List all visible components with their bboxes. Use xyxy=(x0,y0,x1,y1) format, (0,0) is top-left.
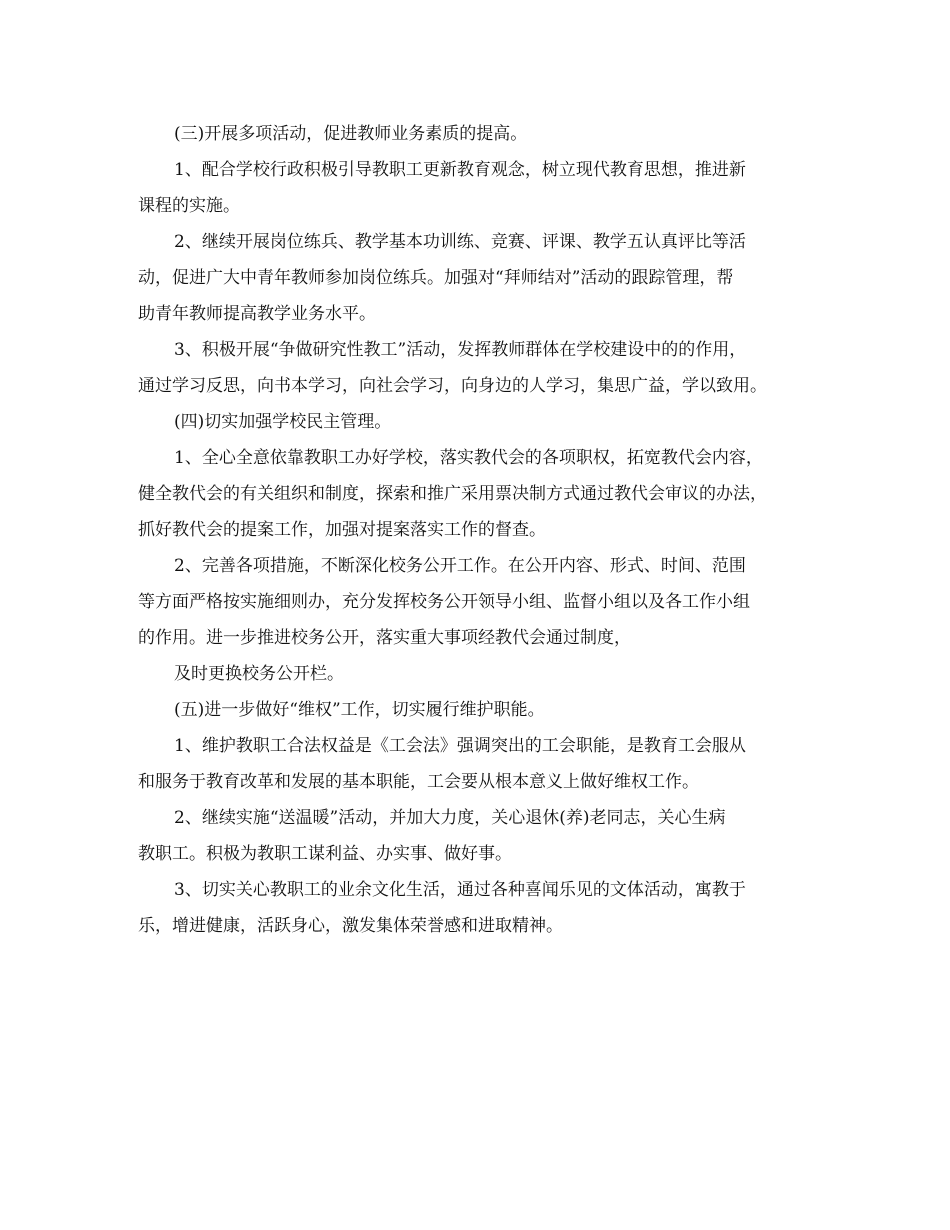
paragraph-line: 3、切实关心教职工的业余文化生活，通过各种喜闻乐见的文体活动，寓教于 xyxy=(174,880,746,900)
section-heading-4: (四)切实加强学校民主管理。 xyxy=(174,412,392,432)
paragraph-line: 健全教代会的有关组织和制度，探索和推广采用票决制方式通过教代会审议的办法， xyxy=(138,484,767,504)
paragraph-line: 2、继续开展岗位练兵、教学基本功训练、竞赛、评课、教学五认真评比等活 xyxy=(174,232,746,252)
paragraph-line: 3、积极开展“争做研究性教工”活动，发挥教师群体在学校建设中的的作用， xyxy=(174,340,747,360)
paragraph-line: 1、维护教职工合法权益是《工会法》强调突出的工会职能，是教育工会服从 xyxy=(174,736,746,756)
paragraph-line: 1、配合学校行政积极引导教职工更新教育观念，树立现代教育思想，推进新 xyxy=(174,160,746,180)
paragraph-line: 教职工。积极为教职工谋利益、办实事、做好事。 xyxy=(138,844,512,864)
paragraph-line: 等方面严格按实施细则办，充分发挥校务公开领导小组、监督小组以及各工作小组 xyxy=(138,592,750,612)
paragraph-line: 2、继续实施“送温暖”活动，并加大力度，关心退休(养)老同志，关心生病 xyxy=(174,808,726,828)
section-heading-5: (五)进一步做好“维权”工作，切实履行维护职能。 xyxy=(174,700,545,720)
paragraph-line: 和服务于教育改革和发展的基本职能，工会要从根本意义上做好维权工作。 xyxy=(138,772,699,792)
paragraph-line: 抓好教代会的提案工作，加强对提案落实工作的督查。 xyxy=(138,520,546,540)
paragraph-line: 2、完善各项措施，不断深化校务公开工作。在公开内容、形式、时间、范围 xyxy=(174,556,746,576)
paragraph-line: 通过学习反思，向书本学习，向社会学习，向身边的人学习，集思广益，学以致用。 xyxy=(138,376,767,396)
paragraph-line: 的作用。进一步推进校务公开，落实重大事项经教代会通过制度， xyxy=(138,628,631,648)
document-body xyxy=(138,116,818,944)
section-heading-3: (三)开展多项活动，促进教师业务素质的提高。 xyxy=(174,124,528,144)
paragraph-line: 助青年教师提高教学业务水平。 xyxy=(138,304,376,324)
paragraph-line: 动，促进广大中青年教师参加岗位练兵。加强对“拜师结对”活动的跟踪管理，帮 xyxy=(138,268,734,288)
paragraph-line: 课程的实施。 xyxy=(138,196,240,216)
paragraph-line: 及时更换校务公开栏。 xyxy=(174,664,344,684)
paragraph-line: 1、全心全意依靠教职工办好学校，落实教代会的各项职权，拓宽教代会内容， xyxy=(174,448,763,468)
paragraph-line: 乐，增进健康，活跃身心，激发集体荣誉感和进取精神。 xyxy=(138,916,563,936)
